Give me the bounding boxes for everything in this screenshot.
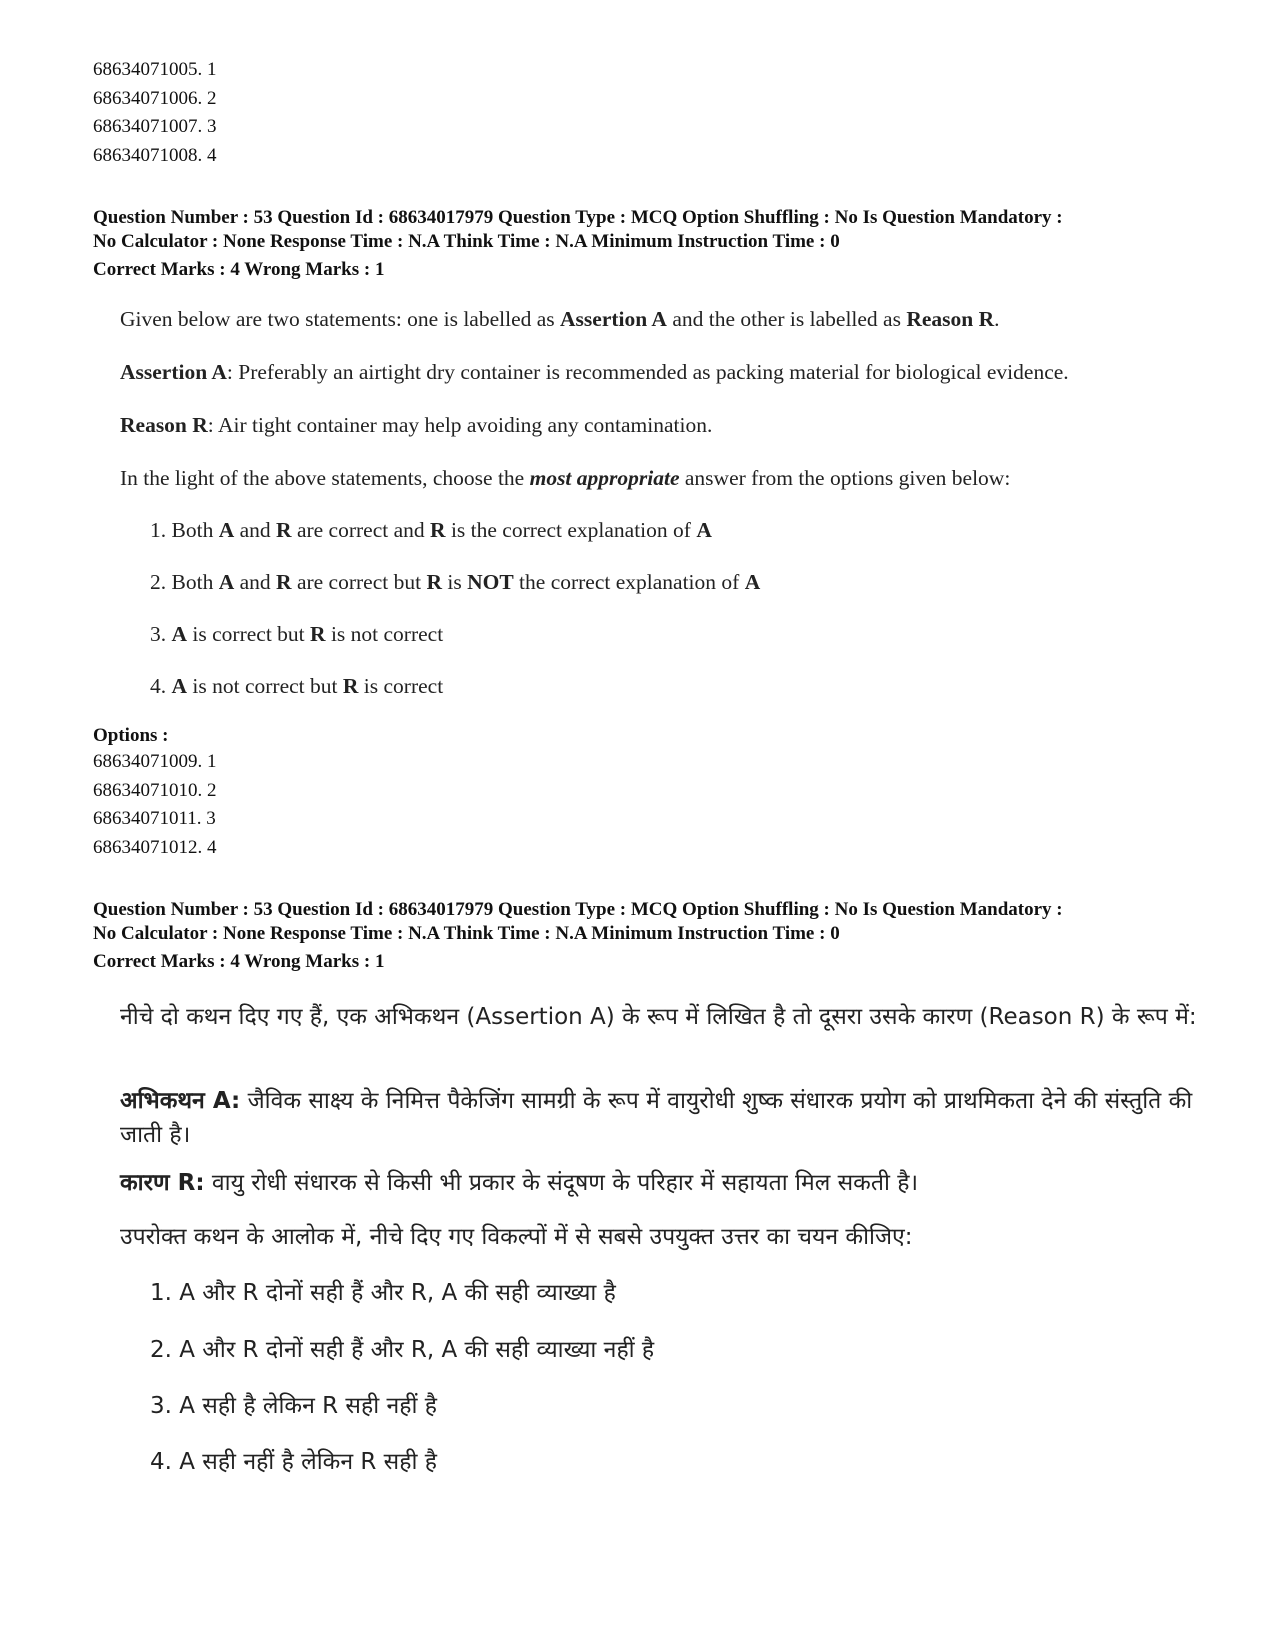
choice-item: 2. Both A and R are correct but R is NOT the correct explanation of A — [150, 570, 761, 594]
choice-item: 1. A और R दोनों सही हैं और R, A की सही व्याख्या है — [150, 1280, 616, 1306]
option-id: 68634071010. 2 — [93, 779, 217, 801]
choice-item: 2. A और R दोनों सही हैं और R, A की सही व्याख्या नहीं है — [150, 1337, 655, 1363]
assertion-statement: Assertion A: Preferably an airtight dry container is recommended as packing material for biological evidence. — [120, 360, 1069, 384]
question-prompt: उपरोक्त कथन के आलोक में, नीचे दिए गए विकल्पों में से सबसे उपयुक्त उत्तर का चयन कीजिए: — [120, 1224, 913, 1250]
question-metadata-english — [93, 206, 1213, 282]
option-id: 68634071012. 4 — [93, 836, 217, 858]
assertion-statement: अभिकथन A: जैविक साक्ष्य के निमित्त पैकेजिंग सामग्री के रूप में वायुरोधी शुष्क संधारक प्रयोग को प्राथमिकता देने की संस्तुति की जाती है। — [120, 1088, 1193, 1148]
options-list — [93, 748, 217, 862]
option-id: 68634071005. 1 — [93, 59, 217, 80]
reason-statement: Reason R: Air tight container may help avoiding any contamination. — [120, 413, 713, 437]
choice-item: 3. A is correct but R is not correct — [150, 622, 444, 646]
meta-line: Question Number : 53 Question Id : 68634017979 Question Type : MCQ Option Shuffling : No Is Question Mandatory : — [93, 899, 1063, 920]
meta-line: Correct Marks : 4 Wrong Marks : 1 — [93, 259, 385, 280]
option-id: 68634071011. 3 — [93, 808, 216, 829]
choice-item: 4. A सही नहीं है लेकिन R सही है — [150, 1449, 437, 1475]
option-id: 68634071009. 1 — [93, 751, 217, 772]
question-prompt: In the light of the above statements, choose the most appropriate answer from the options given below: — [120, 466, 1011, 490]
options-label: Options : — [93, 725, 169, 746]
option-id: 68634071006. 2 — [93, 87, 217, 109]
previous-options-list — [93, 56, 217, 170]
meta-line: Question Number : 53 Question Id : 68634017979 Question Type : MCQ Option Shuffling : No Is Question Mandatory : — [93, 207, 1063, 228]
question-metadata-hindi — [93, 898, 1213, 974]
choice-item: 4. A is not correct but R is correct — [150, 674, 444, 698]
reason-statement: कारण R: वायु रोधी संधारक से किसी भी प्रकार के संदूषण के परिहार में सहायता मिल सकती है। — [120, 1170, 919, 1196]
intro-statement: नीचे दो कथन दिए गए हैं, एक अभिकथन (Assertion A) के रूप में लिखित है तो दूसरा उसके कारण (Reason R) के रूप में: — [120, 1004, 1197, 1030]
choice-item: 3. A सही है लेकिन R सही नहीं है — [150, 1393, 437, 1419]
option-id: 68634071008. 4 — [93, 144, 217, 166]
meta-line: No Calculator : None Response Time : N.A Think Time : N.A Minimum Instruction Time : 0 — [93, 231, 840, 252]
intro-statement: Given below are two statements: one is labelled as Assertion A and the other is labelled as Reason R. — [120, 307, 1000, 331]
option-id: 68634071007. 3 — [93, 116, 217, 137]
meta-line: Correct Marks : 4 Wrong Marks : 1 — [93, 951, 385, 972]
meta-line: No Calculator : None Response Time : N.A Think Time : N.A Minimum Instruction Time : 0 — [93, 923, 840, 944]
choice-item: 1. Both A and R are correct and R is the correct explanation of A — [150, 518, 712, 542]
